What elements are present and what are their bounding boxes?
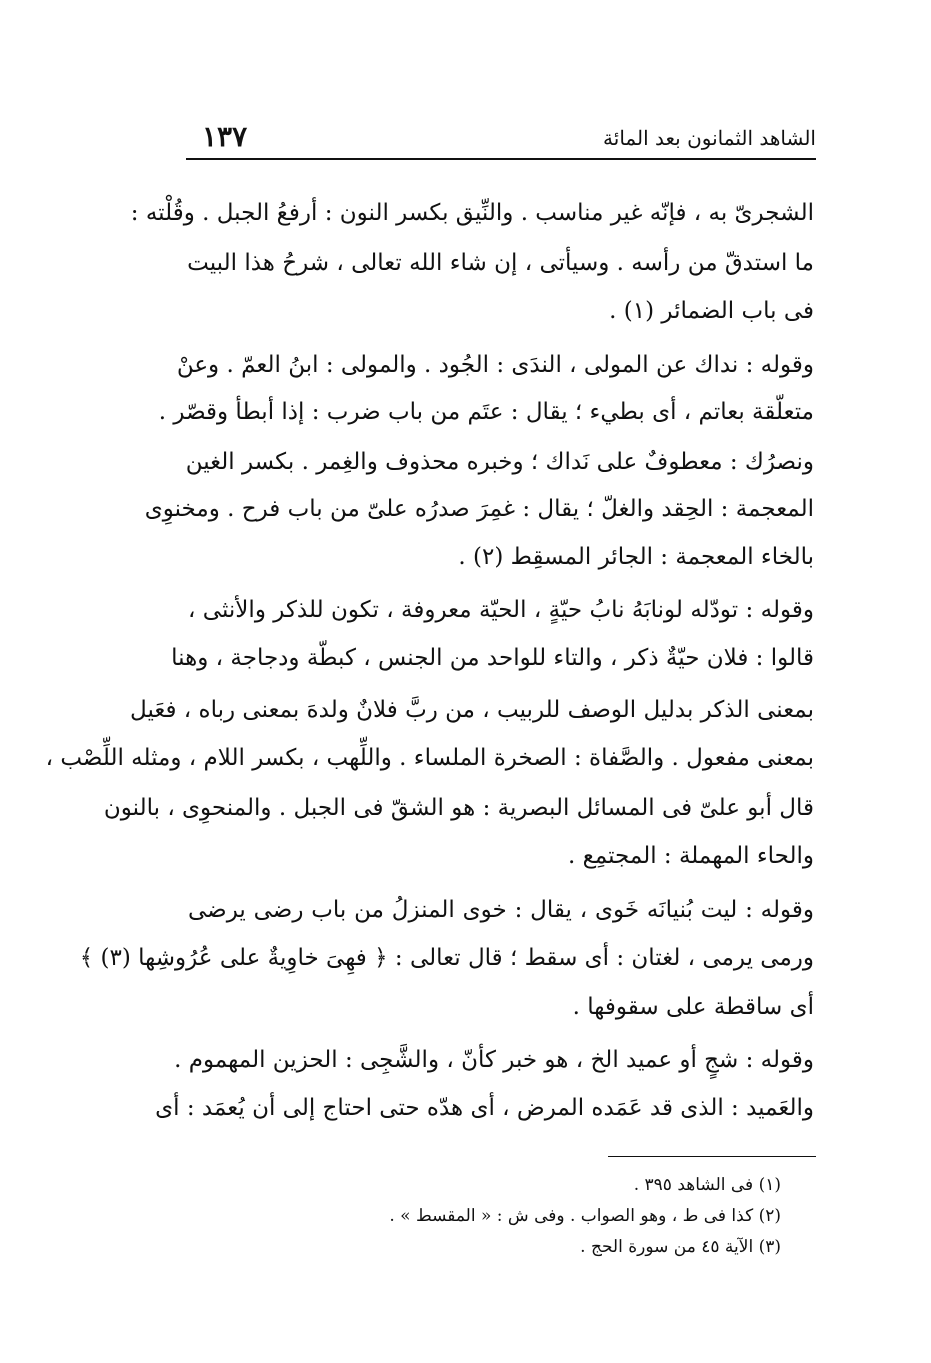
footnote: (١) فى الشاهد ٣٩٥ . xyxy=(633,1175,781,1195)
text-line: متعلّقة بعاتم ، أى بطيء ؛ يقال : عتَم من باب ضرب : إذا أبطأ وقصّر . xyxy=(158,399,814,425)
text-line: فى باب الضمائر (١) . xyxy=(609,298,814,324)
text-line: وقوله : ليت بُنيانَه خَوى ، يقال : خوى المنزلُ من باب رضى يرضى xyxy=(188,897,814,923)
text-line: ونصرُك : معطوفٌ على نَداك ؛ وخبره محذوف والغِمر . بكسر الغين xyxy=(185,449,814,475)
page-number: ١٣٧ xyxy=(202,120,248,153)
text-line: الشجرىّ به ، فإنّه غير مناسب . والنِّيق بكسر النون : أرفعُ الجبل . وقُلْته : xyxy=(130,200,814,226)
text-line: بمعنى مفعول . والصَّفاة : الصخرة الملساء . واللِّهب ، بكسر اللام ، ومثله اللِّصْب ، xyxy=(45,745,814,771)
text-line: المعجمة : الحِقد والغلّ ؛ يقال : غمِرَ صدرُه علىّ من باب فرح . ومخنوِى xyxy=(144,496,814,522)
text-line: والحاء المهملة : المجتمِع . xyxy=(567,843,814,869)
text-line: قالوا : فلان حيّةٌ ذكر ، والتاء للواحد من الجنس ، كبطّة ودجاجة ، وهنا xyxy=(171,645,814,671)
text-line: والعَميد : الذى قد عَمَده المرض ، أى هدّه حتى احتاج إلى أن يُعمَد : أى xyxy=(155,1095,814,1121)
text-line: ما استدقّ من رأسه . وسيأتى ، إن شاء الله تعالى ، شرحُ هذا البيت xyxy=(187,250,814,276)
footnote-divider xyxy=(608,1156,816,1157)
text-line: وقوله : نداك عن المولى ، الندَى : الجُود . والمولى : ابنُ العمّ . وعنْ xyxy=(176,352,814,378)
text-line: وقوله : تودّله لونابَهُ نابُ حيّةٍ ، الحيّة معروفة ، تكون للذكر والأنثى ، xyxy=(188,597,814,623)
text-line: أى ساقطة على سقوفها . xyxy=(572,994,814,1020)
text-line: بمعنى الذكر بدليل الوصف للربيب ، من ربَّ فلانٌ ولدهَ بمعنى رباه ، فعَيل xyxy=(130,697,814,723)
text-line: ورمى يرمى ، لغتان : أى سقط ؛ قال تعالى : ﴿ فهِىَ خاوِيةٌ على عُرُوشِها (٣) ﴾ xyxy=(79,945,814,971)
header-title: الشاهد الثمانون بعد المائة xyxy=(603,126,816,150)
footnote: (٣) الآية ٤٥ من سورة الحج . xyxy=(580,1237,781,1257)
text-line: بالخاء المعجمة : الجائر المسقِط (٢) . xyxy=(458,544,814,570)
text-line: قال أبو علىّ فى المسائل البصرية : هو الشقّ فى الجبل . والمنحوِى ، بالنون xyxy=(103,795,814,821)
text-line: وقوله : شجٍ أو عميد الخ ، هو خبر كأنّ ، والشَّجِى : الحزين المهموم . xyxy=(174,1047,814,1073)
header-divider xyxy=(186,158,816,160)
running-header xyxy=(188,120,816,160)
footnote: (٢) كذا فى ط ، وهو الصواب . وفى ش : « المقسط » . xyxy=(389,1206,781,1226)
